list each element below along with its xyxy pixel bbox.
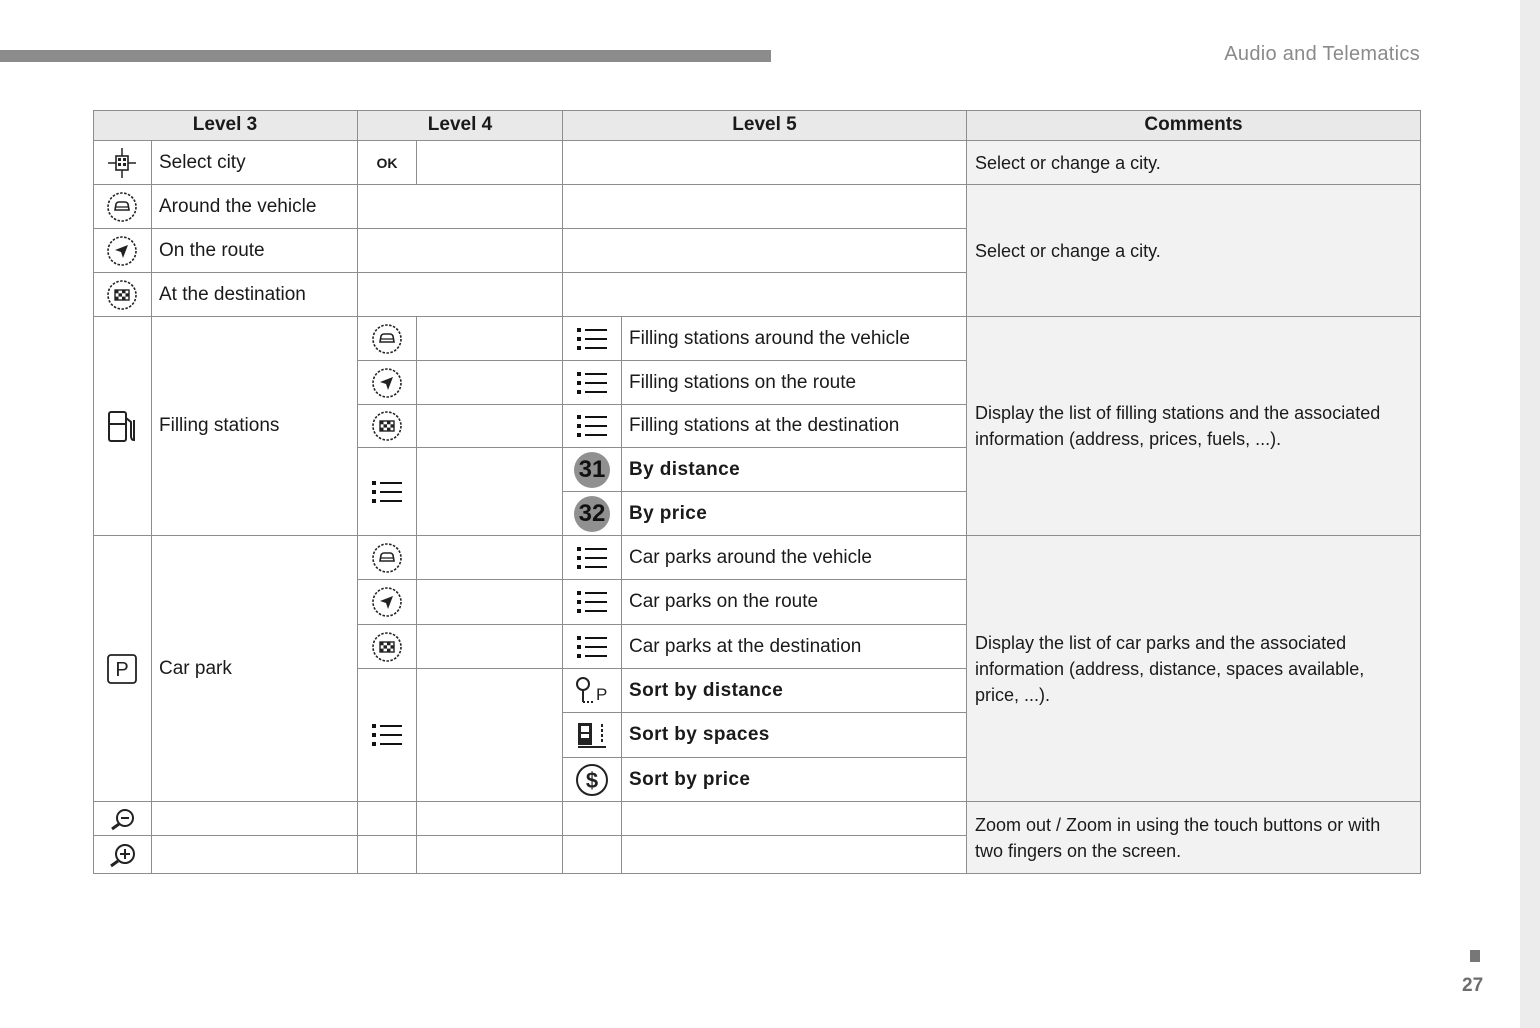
on-route-label[interactable]: On the route — [152, 229, 358, 273]
empty-cell — [417, 802, 563, 836]
sort-by-distance-label[interactable]: Sort by distance — [622, 669, 967, 713]
destination-flag-icon[interactable] — [93, 273, 152, 317]
empty-cell — [563, 273, 967, 317]
vehicle-icon[interactable] — [358, 317, 417, 361]
menu-table — [93, 110, 1421, 874]
fuel-pump-icon[interactable] — [93, 317, 152, 536]
route-arrow-icon[interactable] — [93, 229, 152, 273]
empty-cell — [417, 580, 563, 625]
zoom-out-icon[interactable] — [93, 802, 152, 836]
comment-select-city: Select or change a city. — [967, 141, 1421, 185]
dollar-icon[interactable] — [563, 758, 622, 802]
list-icon[interactable] — [563, 580, 622, 625]
empty-cell — [622, 802, 967, 836]
empty-cell — [417, 361, 563, 405]
sort-badge-31: 31 — [574, 452, 610, 488]
carpark-on-route-label[interactable]: Car parks on the route — [622, 580, 967, 625]
select-city-label[interactable]: Select city — [152, 141, 358, 185]
svg-text:$: $ — [585, 767, 599, 793]
comment-car-park: Display the list of car parks and the associated information (address, distance, spaces available, price, ...). — [967, 536, 1421, 802]
comment-zoom: Zoom out / Zoom in using the touch buttons or with two fingers on the screen. — [967, 802, 1421, 874]
empty-cell — [417, 625, 563, 669]
header-level3: Level 3 — [93, 110, 358, 141]
empty-cell — [417, 405, 563, 448]
list-icon[interactable] — [563, 317, 622, 361]
empty-cell — [152, 802, 358, 836]
empty-cell — [563, 229, 967, 273]
list-icon[interactable] — [563, 405, 622, 448]
comment-around: Select or change a city. — [967, 185, 1421, 317]
around-vehicle-label[interactable]: Around the vehicle — [152, 185, 358, 229]
zoom-in-icon[interactable] — [93, 836, 152, 874]
empty-cell — [358, 836, 417, 874]
filling-on-route-label[interactable]: Filling stations on the route — [622, 361, 967, 405]
empty-cell — [358, 185, 563, 229]
vehicle-icon[interactable] — [358, 536, 417, 580]
list-icon[interactable] — [563, 361, 622, 405]
vehicle-icon[interactable] — [93, 185, 152, 229]
sort-by-price-label[interactable]: Sort by price — [622, 758, 967, 802]
badge-31-cell[interactable] — [563, 448, 622, 492]
by-price-label[interactable]: By price — [622, 492, 967, 536]
badge-32-cell[interactable] — [563, 492, 622, 536]
empty-cell — [622, 836, 967, 874]
empty-cell — [417, 536, 563, 580]
empty-cell — [417, 317, 563, 361]
empty-cell — [563, 802, 622, 836]
filling-stations-label[interactable]: Filling stations — [152, 317, 358, 536]
empty-cell — [152, 836, 358, 874]
list-icon[interactable] — [563, 536, 622, 580]
pin-distance-icon[interactable] — [563, 669, 622, 713]
destination-flag-icon[interactable] — [358, 405, 417, 448]
ok-button[interactable] — [358, 141, 417, 185]
city-icon[interactable] — [93, 141, 152, 185]
comment-filling-stations: Display the list of filling stations and the associated information (address, prices, fuels, ...). — [967, 317, 1421, 536]
list-icon[interactable] — [358, 448, 417, 536]
page-number: 27 — [1462, 975, 1484, 996]
empty-cell — [563, 141, 967, 185]
by-distance-label[interactable]: By distance — [622, 448, 967, 492]
top-bar — [0, 50, 771, 62]
empty-cell — [417, 836, 563, 874]
empty-cell — [358, 273, 563, 317]
header-comments: Comments — [967, 110, 1421, 141]
route-arrow-icon[interactable] — [358, 361, 417, 405]
parking-spaces-icon[interactable] — [563, 713, 622, 758]
svg-text:P: P — [115, 658, 129, 681]
header-level4: Level 4 — [358, 110, 563, 141]
carpark-around-vehicle-label[interactable]: Car parks around the vehicle — [622, 536, 967, 580]
list-icon[interactable] — [358, 669, 417, 802]
empty-cell — [417, 448, 563, 536]
carpark-at-destination-label[interactable]: Car parks at the destination — [622, 625, 967, 669]
at-destination-label[interactable]: At the destination — [152, 273, 358, 317]
filling-around-vehicle-label[interactable]: Filling stations around the vehicle — [622, 317, 967, 361]
svg-text:P: P — [596, 684, 608, 704]
filling-at-destination-label[interactable]: Filling stations at the destination — [622, 405, 967, 448]
sort-by-spaces-label[interactable]: Sort by spaces — [622, 713, 967, 758]
page-edge — [1520, 0, 1540, 1028]
car-park-label[interactable]: Car park — [152, 536, 358, 802]
destination-flag-icon[interactable] — [358, 625, 417, 669]
route-arrow-icon[interactable] — [358, 580, 417, 625]
empty-cell — [358, 229, 563, 273]
sort-badge-32: 32 — [574, 496, 610, 532]
empty-cell — [563, 836, 622, 874]
empty-cell — [417, 141, 563, 185]
page-header-title: Audio and Telematics — [1224, 43, 1420, 65]
header-level5: Level 5 — [563, 110, 967, 141]
page-marker — [1470, 950, 1480, 962]
parking-icon[interactable] — [93, 536, 152, 802]
list-icon[interactable] — [563, 625, 622, 669]
ok-label: OK — [376, 154, 398, 171]
empty-cell — [563, 185, 967, 229]
empty-cell — [417, 669, 563, 802]
empty-cell — [358, 802, 417, 836]
